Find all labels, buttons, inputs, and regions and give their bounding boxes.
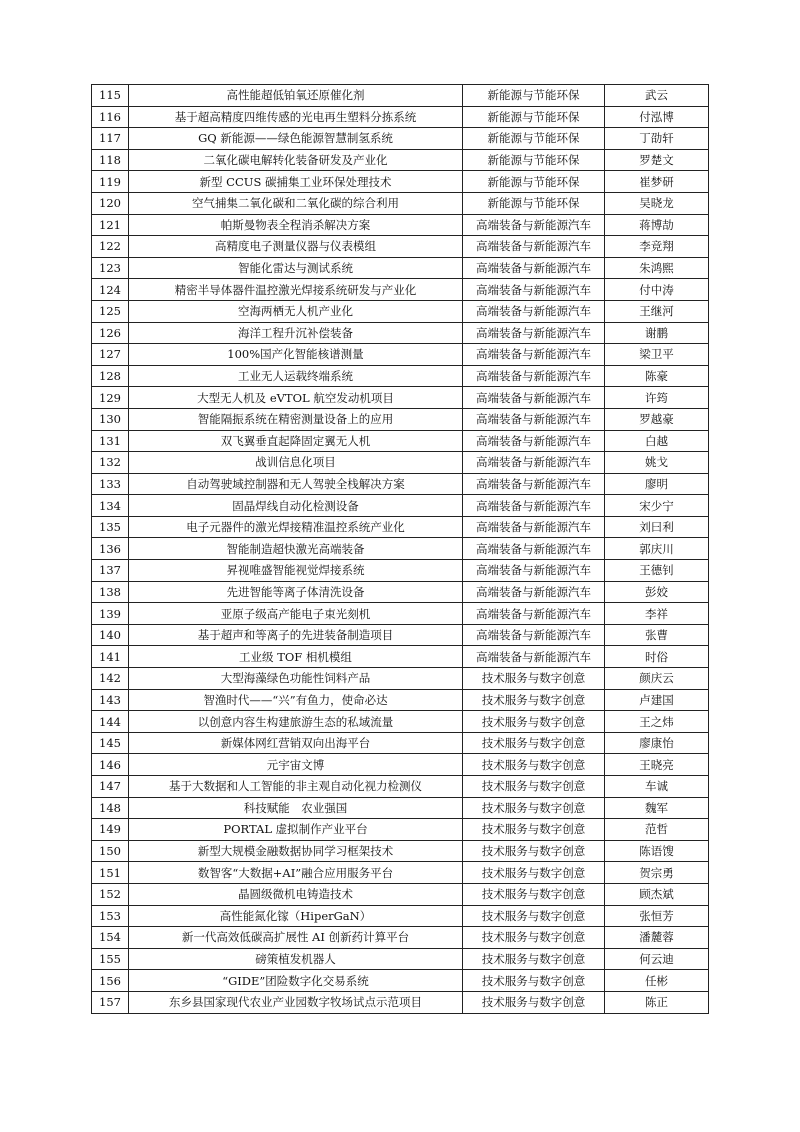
row-number-cell: 136: [92, 538, 129, 560]
row-number-cell: 120: [92, 192, 129, 214]
person-cell: 陈豪: [605, 365, 709, 387]
category-cell: 技术服务与数字创意: [463, 991, 605, 1013]
project-name-cell: 二氧化碳电解转化装备研发及产业化: [129, 149, 463, 171]
row-number-cell: 130: [92, 408, 129, 430]
project-name-cell: 智渔时代——“兴”有鱼力，使命必达: [129, 689, 463, 711]
row-number-cell: 154: [92, 927, 129, 949]
row-number-cell: 138: [92, 581, 129, 603]
project-name-cell: 新型 CCUS 碳捕集工业环保处理技术: [129, 171, 463, 193]
category-cell: 技术服务与数字创意: [463, 927, 605, 949]
table-row: [92, 991, 709, 1013]
category-cell: 高端装备与新能源汽车: [463, 581, 605, 603]
category-cell: 技术服务与数字创意: [463, 840, 605, 862]
project-name-cell: 元宇宙文博: [129, 754, 463, 776]
table-row: [92, 300, 709, 322]
project-name-cell: 新一代高效低碳高扩展性 AI 创新药计算平台: [129, 927, 463, 949]
row-number-cell: 121: [92, 214, 129, 236]
person-cell: 蒋博劼: [605, 214, 709, 236]
table-row: [92, 689, 709, 711]
table-row: [92, 711, 709, 733]
table-row: [92, 171, 709, 193]
project-name-cell: 磅策植发机器人: [129, 948, 463, 970]
category-cell: 高端装备与新能源汽车: [463, 300, 605, 322]
project-name-cell: 高性能超低铂氧还原催化剂: [129, 85, 463, 107]
category-cell: 技术服务与数字创意: [463, 905, 605, 927]
row-number-cell: 157: [92, 991, 129, 1013]
person-cell: 廖康怡: [605, 732, 709, 754]
row-number-cell: 148: [92, 797, 129, 819]
category-cell: 高端装备与新能源汽车: [463, 408, 605, 430]
row-number-cell: 151: [92, 862, 129, 884]
project-name-cell: 东乡县国家现代农业产业园数字牧场试点示范项目: [129, 991, 463, 1013]
table-row: [92, 840, 709, 862]
table-row: [92, 668, 709, 690]
row-number-cell: 135: [92, 516, 129, 538]
project-name-cell: 战训信息化项目: [129, 452, 463, 474]
category-cell: 新能源与节能环保: [463, 171, 605, 193]
person-cell: 郭庆川: [605, 538, 709, 560]
row-number-cell: 156: [92, 970, 129, 992]
person-cell: 何云迪: [605, 948, 709, 970]
person-cell: 范哲: [605, 819, 709, 841]
project-name-cell: “GIDE”团险数字化交易系统: [129, 970, 463, 992]
project-name-cell: 晶圆级微机电铸造技术: [129, 883, 463, 905]
table-row: [92, 344, 709, 366]
table-row: [92, 128, 709, 150]
category-cell: 技术服务与数字创意: [463, 711, 605, 733]
category-cell: 高端装备与新能源汽车: [463, 516, 605, 538]
project-name-cell: GQ 新能源——绿色能源智慧制氢系统: [129, 128, 463, 150]
table-row: [92, 819, 709, 841]
person-cell: 卢建国: [605, 689, 709, 711]
person-cell: 谢鹏: [605, 322, 709, 344]
person-cell: 张恒芳: [605, 905, 709, 927]
project-name-cell: 自动驾驶域控制器和无人驾驶全栈解决方案: [129, 473, 463, 495]
table-row: [92, 538, 709, 560]
project-name-cell: 大型海藻绿色功能性饲料产品: [129, 668, 463, 690]
category-cell: 高端装备与新能源汽车: [463, 560, 605, 582]
category-cell: 高端装备与新能源汽车: [463, 279, 605, 301]
table-row: [92, 581, 709, 603]
category-cell: 新能源与节能环保: [463, 85, 605, 107]
project-name-cell: 高精度电子测量仪器与仪表模组: [129, 236, 463, 258]
project-name-cell: 空海两栖无人机产业化: [129, 300, 463, 322]
person-cell: 朱鸿熙: [605, 257, 709, 279]
person-cell: 任彬: [605, 970, 709, 992]
row-number-cell: 145: [92, 732, 129, 754]
category-cell: 技术服务与数字创意: [463, 948, 605, 970]
table-row: [92, 236, 709, 258]
person-cell: 陈语馊: [605, 840, 709, 862]
person-cell: 贺宗勇: [605, 862, 709, 884]
project-name-cell: 基于超高精度四维传感的光电再生塑料分拣系统: [129, 106, 463, 128]
project-name-cell: PORTAL 虚拟制作产业平台: [129, 819, 463, 841]
person-cell: 魏军: [605, 797, 709, 819]
person-cell: 潘麓蓉: [605, 927, 709, 949]
person-cell: 姚戈: [605, 452, 709, 474]
row-number-cell: 115: [92, 85, 129, 107]
table-row: [92, 797, 709, 819]
project-name-cell: 新媒体网红营销双向出海平台: [129, 732, 463, 754]
row-number-cell: 132: [92, 452, 129, 474]
row-number-cell: 134: [92, 495, 129, 517]
row-number-cell: 141: [92, 646, 129, 668]
table-row: [92, 495, 709, 517]
project-name-cell: 海洋工程升沉补偿装备: [129, 322, 463, 344]
row-number-cell: 131: [92, 430, 129, 452]
person-cell: 王继河: [605, 300, 709, 322]
person-cell: 付中涛: [605, 279, 709, 301]
row-number-cell: 129: [92, 387, 129, 409]
table-row: [92, 452, 709, 474]
person-cell: 车诚: [605, 776, 709, 798]
category-cell: 技术服务与数字创意: [463, 883, 605, 905]
category-cell: 技术服务与数字创意: [463, 668, 605, 690]
project-name-cell: 新型大规模金融数据协同学习框架技术: [129, 840, 463, 862]
project-table: [91, 84, 709, 1014]
row-number-cell: 153: [92, 905, 129, 927]
row-number-cell: 144: [92, 711, 129, 733]
table-row: [92, 624, 709, 646]
project-name-cell: 精密半导体器件温控激光焊接系统研发与产业化: [129, 279, 463, 301]
person-cell: 颜庆云: [605, 668, 709, 690]
project-name-cell: 基于超声和等离子的先进装备制造项目: [129, 624, 463, 646]
table-row: [92, 732, 709, 754]
table-row: [92, 948, 709, 970]
table-row: [92, 927, 709, 949]
person-cell: 白越: [605, 430, 709, 452]
row-number-cell: 122: [92, 236, 129, 258]
row-number-cell: 149: [92, 819, 129, 841]
person-cell: 丁劭轩: [605, 128, 709, 150]
row-number-cell: 127: [92, 344, 129, 366]
project-name-cell: 100%国产化智能核谱测量: [129, 344, 463, 366]
category-cell: 高端装备与新能源汽车: [463, 495, 605, 517]
category-cell: 技术服务与数字创意: [463, 862, 605, 884]
project-name-cell: 亚原子级高产能电子束光刻机: [129, 603, 463, 625]
category-cell: 高端装备与新能源汽车: [463, 387, 605, 409]
row-number-cell: 124: [92, 279, 129, 301]
project-name-cell: 先进智能等离子体清洗设备: [129, 581, 463, 603]
category-cell: 高端装备与新能源汽车: [463, 214, 605, 236]
row-number-cell: 152: [92, 883, 129, 905]
table-row: [92, 473, 709, 495]
table-row: [92, 322, 709, 344]
table-row: [92, 905, 709, 927]
category-cell: 技术服务与数字创意: [463, 689, 605, 711]
row-number-cell: 143: [92, 689, 129, 711]
category-cell: 高端装备与新能源汽车: [463, 257, 605, 279]
row-number-cell: 116: [92, 106, 129, 128]
table-row: [92, 776, 709, 798]
person-cell: 吴晓龙: [605, 192, 709, 214]
table-row: [92, 85, 709, 107]
row-number-cell: 147: [92, 776, 129, 798]
row-number-cell: 126: [92, 322, 129, 344]
category-cell: 技术服务与数字创意: [463, 776, 605, 798]
project-name-cell: 工业级 TOF 相机模组: [129, 646, 463, 668]
table-row: [92, 646, 709, 668]
row-number-cell: 119: [92, 171, 129, 193]
table-row: [92, 970, 709, 992]
person-cell: 陈正: [605, 991, 709, 1013]
table-row: [92, 149, 709, 171]
row-number-cell: 139: [92, 603, 129, 625]
category-cell: 新能源与节能环保: [463, 149, 605, 171]
person-cell: 许筠: [605, 387, 709, 409]
project-name-cell: 数智客“大数据+AI”融合应用服务平台: [129, 862, 463, 884]
table-row: [92, 279, 709, 301]
table-row: [92, 754, 709, 776]
category-cell: 技术服务与数字创意: [463, 754, 605, 776]
category-cell: 高端装备与新能源汽车: [463, 322, 605, 344]
table-row: [92, 516, 709, 538]
row-number-cell: 150: [92, 840, 129, 862]
category-cell: 高端装备与新能源汽车: [463, 344, 605, 366]
table-row: [92, 408, 709, 430]
category-cell: 高端装备与新能源汽车: [463, 473, 605, 495]
project-name-cell: 高性能氮化镓（HiperGaN）: [129, 905, 463, 927]
project-name-cell: 基于大数据和人工智能的非主观自动化视力检测仪: [129, 776, 463, 798]
project-name-cell: 电子元器件的激光焊接精准温控系统产业化: [129, 516, 463, 538]
project-table-body: [92, 85, 709, 1014]
person-cell: 武云: [605, 85, 709, 107]
person-cell: 宋少宁: [605, 495, 709, 517]
row-number-cell: 125: [92, 300, 129, 322]
person-cell: 付泓博: [605, 106, 709, 128]
project-name-cell: 以创意内容生构建旅游生态的私域流量: [129, 711, 463, 733]
category-cell: 新能源与节能环保: [463, 128, 605, 150]
project-name-cell: 空气捕集二氧化碳和二氧化碳的综合利用: [129, 192, 463, 214]
person-cell: 王晓亮: [605, 754, 709, 776]
row-number-cell: 137: [92, 560, 129, 582]
project-name-cell: 固晶焊线自动化检测设备: [129, 495, 463, 517]
row-number-cell: 155: [92, 948, 129, 970]
person-cell: 李祥: [605, 603, 709, 625]
row-number-cell: 128: [92, 365, 129, 387]
person-cell: 彭姣: [605, 581, 709, 603]
person-cell: 罗楚文: [605, 149, 709, 171]
table-row: [92, 365, 709, 387]
person-cell: 王德钊: [605, 560, 709, 582]
table-row: [92, 883, 709, 905]
project-name-cell: 双飞翼垂直起降固定翼无人机: [129, 430, 463, 452]
project-name-cell: 智能隔振系统在精密测量设备上的应用: [129, 408, 463, 430]
person-cell: 张曹: [605, 624, 709, 646]
row-number-cell: 118: [92, 149, 129, 171]
row-number-cell: 123: [92, 257, 129, 279]
category-cell: 新能源与节能环保: [463, 106, 605, 128]
category-cell: 技术服务与数字创意: [463, 970, 605, 992]
row-number-cell: 117: [92, 128, 129, 150]
table-row: [92, 192, 709, 214]
table-row: [92, 603, 709, 625]
project-name-cell: 智能制造超快激光高端装备: [129, 538, 463, 560]
project-name-cell: 工业无人运载终端系统: [129, 365, 463, 387]
person-cell: 崔梦研: [605, 171, 709, 193]
project-name-cell: 昇视唯盛智能视觉焊接系统: [129, 560, 463, 582]
category-cell: 高端装备与新能源汽车: [463, 624, 605, 646]
table-row: [92, 560, 709, 582]
category-cell: 技术服务与数字创意: [463, 797, 605, 819]
category-cell: 技术服务与数字创意: [463, 819, 605, 841]
category-cell: 高端装备与新能源汽车: [463, 646, 605, 668]
project-name-cell: 大型无人机及 eVTOL 航空发动机项目: [129, 387, 463, 409]
category-cell: 高端装备与新能源汽车: [463, 236, 605, 258]
category-cell: 高端装备与新能源汽车: [463, 430, 605, 452]
row-number-cell: 140: [92, 624, 129, 646]
row-number-cell: 142: [92, 668, 129, 690]
project-name-cell: 智能化雷达与测试系统: [129, 257, 463, 279]
person-cell: 廖明: [605, 473, 709, 495]
category-cell: 高端装备与新能源汽车: [463, 452, 605, 474]
category-cell: 技术服务与数字创意: [463, 732, 605, 754]
table-row: [92, 106, 709, 128]
row-number-cell: 133: [92, 473, 129, 495]
table-row: [92, 214, 709, 236]
table-row: [92, 257, 709, 279]
row-number-cell: 146: [92, 754, 129, 776]
person-cell: 王之炜: [605, 711, 709, 733]
person-cell: 梁卫平: [605, 344, 709, 366]
category-cell: 高端装备与新能源汽车: [463, 603, 605, 625]
person-cell: 李竞翔: [605, 236, 709, 258]
project-name-cell: 帕斯曼物表全程消杀解决方案: [129, 214, 463, 236]
category-cell: 新能源与节能环保: [463, 192, 605, 214]
person-cell: 顾杰斌: [605, 883, 709, 905]
person-cell: 时俗: [605, 646, 709, 668]
project-name-cell: 科技赋能 农业强国: [129, 797, 463, 819]
category-cell: 高端装备与新能源汽车: [463, 538, 605, 560]
person-cell: 罗越豪: [605, 408, 709, 430]
table-row: [92, 430, 709, 452]
table-row: [92, 387, 709, 409]
category-cell: 高端装备与新能源汽车: [463, 365, 605, 387]
table-row: [92, 862, 709, 884]
person-cell: 刘曰利: [605, 516, 709, 538]
